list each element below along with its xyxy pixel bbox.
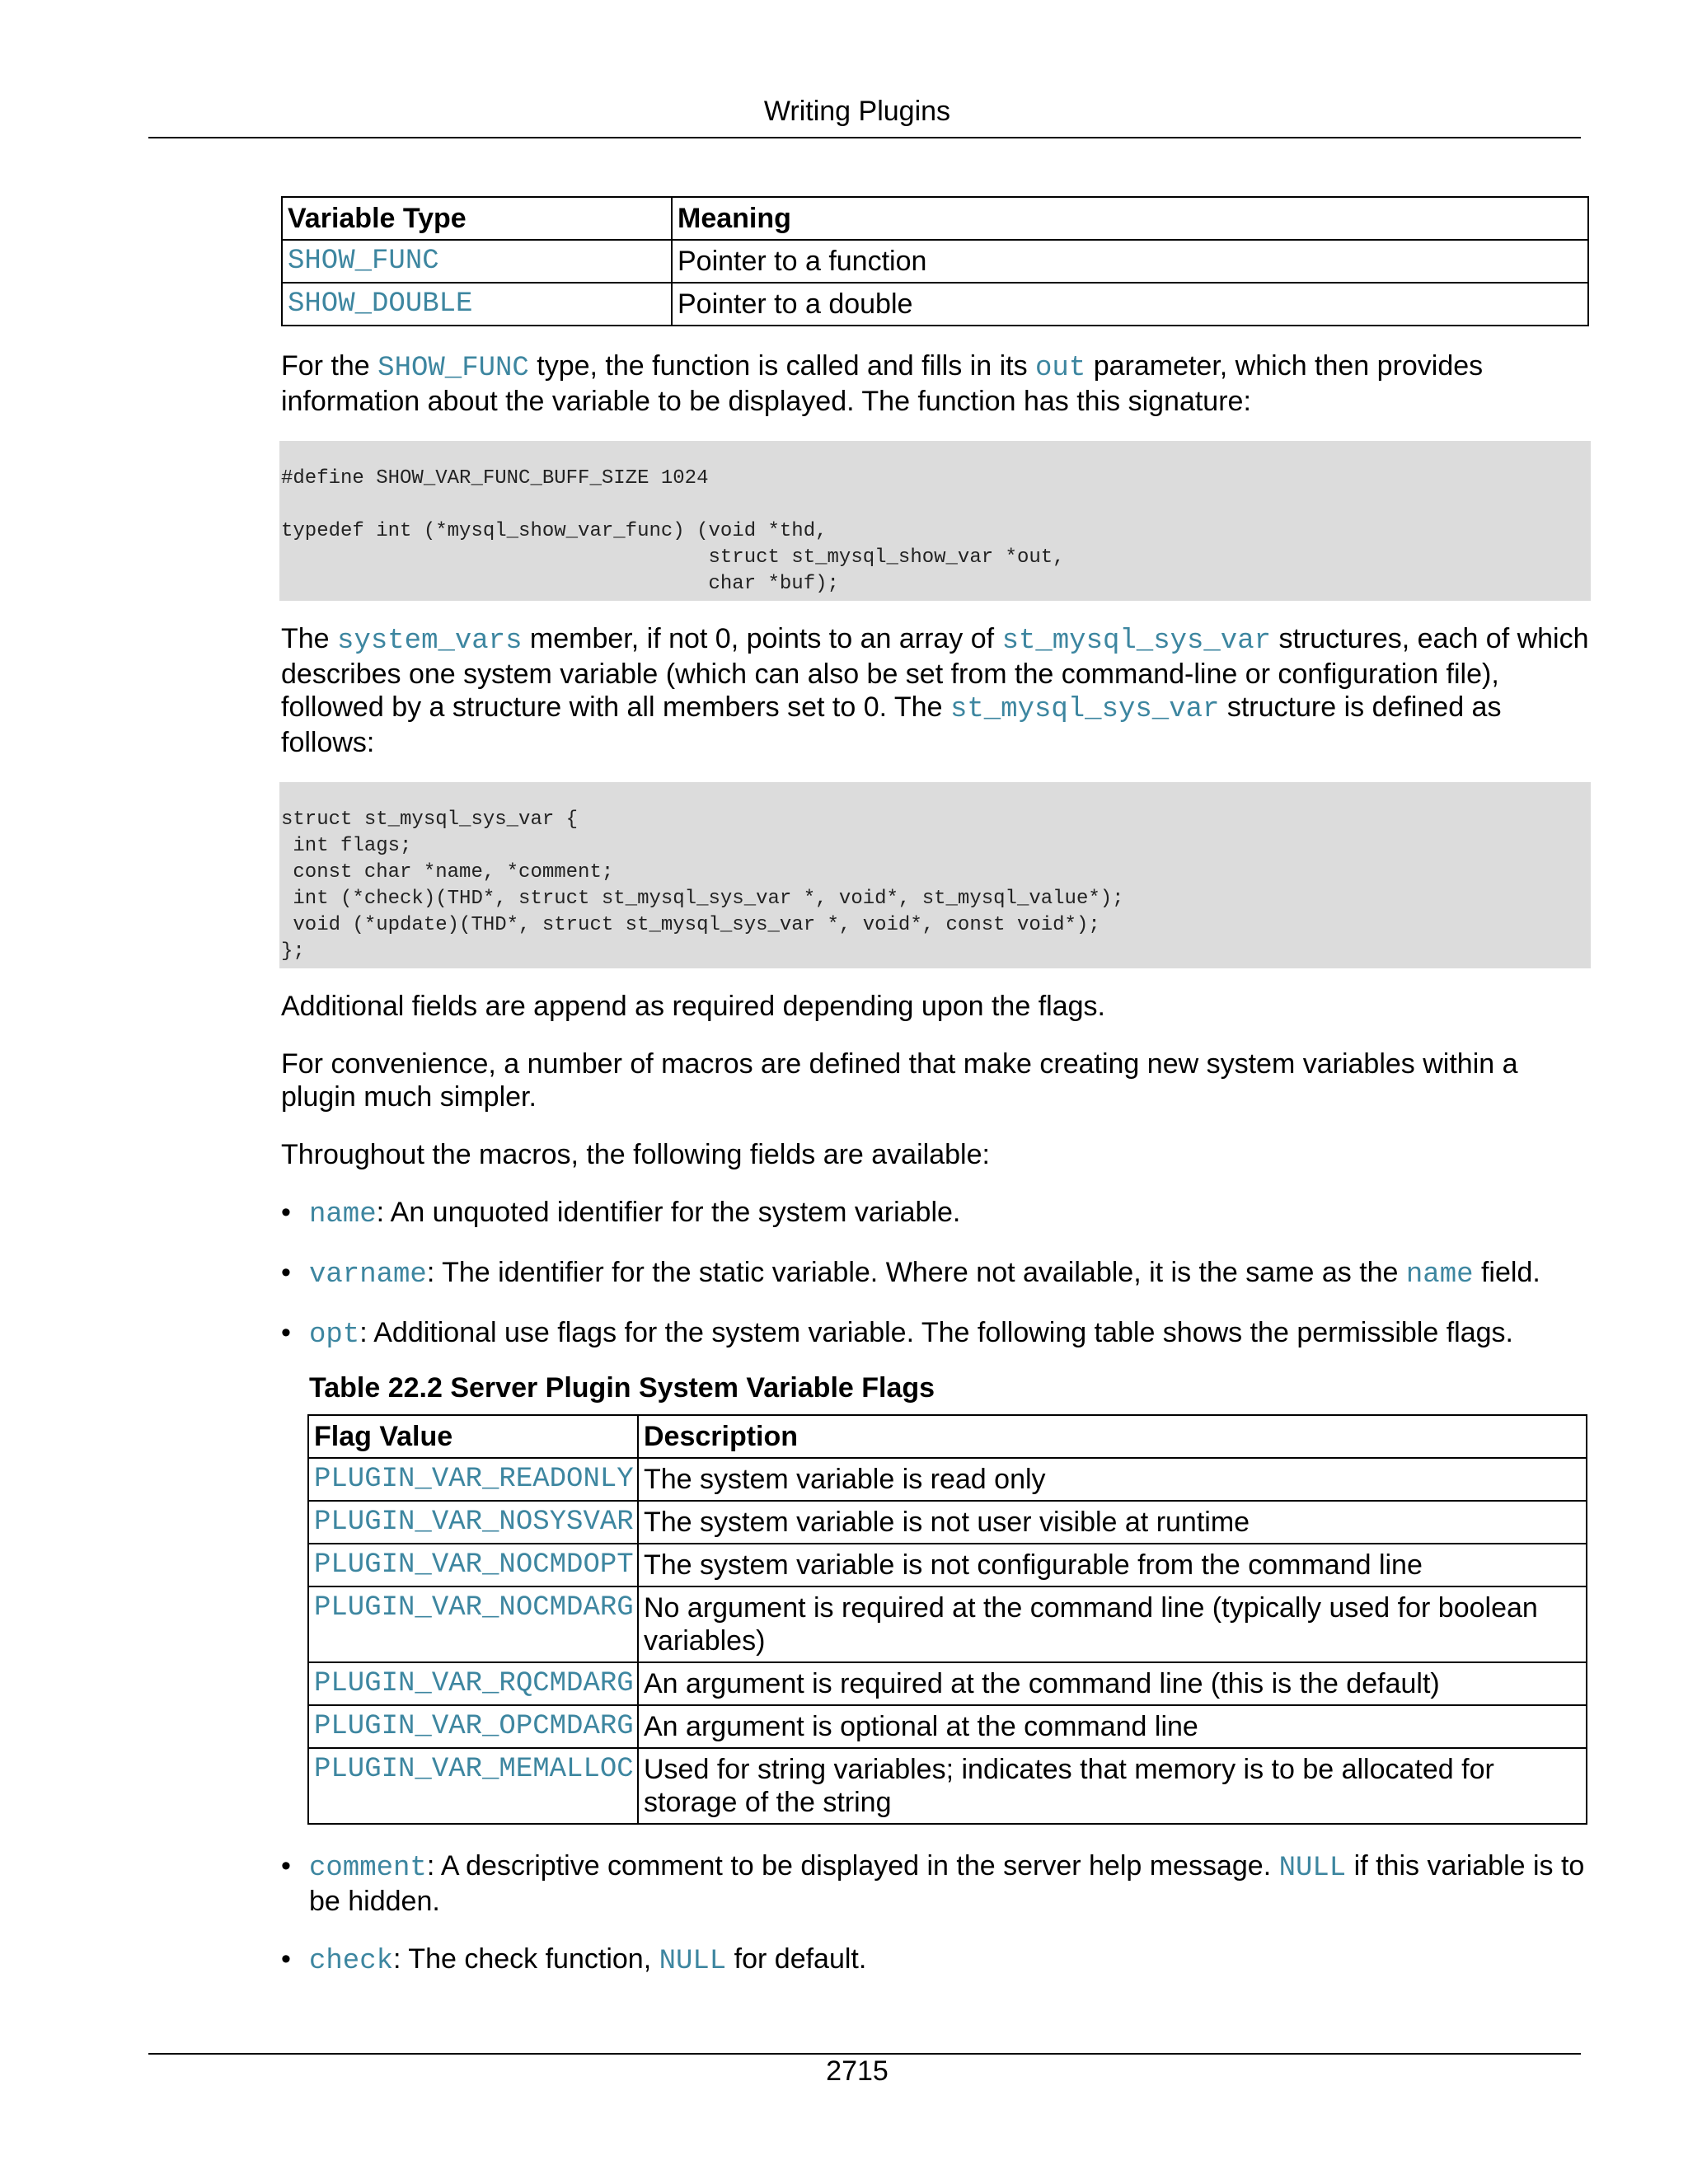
flag-value-cell[interactable]: PLUGIN_VAR_NOSYSVAR [308,1501,638,1544]
code-link-null[interactable]: NULL [659,1946,727,1977]
page-number: 2715 [826,2055,889,2087]
convenience-paragraph: For convenience, a number of macros are defined that make creating new system variables within a plugin much simpler. [281,1048,1518,1113]
table-row [308,1544,1587,1586]
text-run: structures, each of which describes one system variable (which can also be set from the command-line or configuration file), followed by a structure with all members set to 0. The [281,623,1589,723]
column-header: Flag Value [308,1415,638,1458]
flag-description-cell: An argument is optional at the command line [638,1705,1587,1748]
show-func-paragraph [281,349,1592,418]
code-link-comment[interactable]: comment [309,1853,427,1884]
table-row [282,240,1588,283]
code-block-sys-var-struct: struct st_mysql_sys_var { int flags; const char *name, *comment; int (*check)(THD*, struct st_mysql_sys_var *, void*, st_mysql_value*); void (*update)(THD*, struct st_mysql_sys_var *, void*, const void*); }; [279,782,1591,968]
fields-list-continued [281,1849,1592,1978]
table-header-row [308,1415,1587,1458]
code-link-name[interactable]: name [1405,1259,1474,1291]
code-link-name[interactable]: name [309,1199,377,1230]
column-header: Variable Type [282,197,672,240]
meaning-cell: Pointer to a function [672,240,1588,283]
flag-value-cell[interactable]: PLUGIN_VAR_READONLY [308,1458,638,1501]
page-content [281,196,1592,1978]
table-row [308,1458,1587,1501]
list-item [281,1316,1592,1352]
column-header: Description [638,1415,1587,1458]
flag-value-cell[interactable]: PLUGIN_VAR_MEMALLOC [308,1748,638,1824]
code-link-check[interactable]: check [309,1946,394,1977]
variable-type-table [281,196,1589,326]
text-run: member, if not 0, points to an array of [522,623,1002,654]
footer-rule [148,2053,1581,2055]
list-item [281,1943,1592,1978]
variable-type-cell[interactable]: SHOW_FUNC [282,240,672,283]
fields-intro-paragraph: Throughout the macros, the following fields are available: [281,1139,990,1170]
flag-description-cell: No argument is required at the command line (typically used for boolean variables) [638,1586,1587,1662]
text-run: : An unquoted identifier for the system variable. [376,1197,961,1228]
table-row [308,1705,1587,1748]
meaning-cell: Pointer to a double [672,283,1588,326]
code-block-show-var-func: #define SHOW_VAR_FUNC_BUFF_SIZE 1024 typedef int (*mysql_show_var_func) (void *thd, struct st_mysql_show_var *out, char *buf); [279,441,1591,601]
code-link-system-vars[interactable]: system_vars [337,626,523,657]
text-run: if this variable is to be hidden. [309,1850,1585,1917]
table-header-row [282,197,1588,240]
table-caption: Table 22.2 Server Plugin System Variable Flags [309,1372,935,1404]
table-row [308,1501,1587,1544]
text-run: : The check function, [393,1943,659,1975]
code-link-opt[interactable]: opt [309,1319,360,1351]
text-run: for default. [726,1943,867,1975]
table-row [308,1662,1587,1705]
flag-description-cell: The system variable is not user visible at runtime [638,1501,1587,1544]
code-link-varname[interactable]: varname [309,1259,427,1291]
text-run: field. [1473,1257,1540,1288]
plugin-flags-table [307,1414,1587,1825]
text-run: structure is defined as follows: [281,691,1502,758]
flag-value-cell[interactable]: PLUGIN_VAR_RQCMDARG [308,1662,638,1705]
code-link-show-func[interactable]: SHOW_FUNC [377,353,529,384]
code-link-null[interactable]: NULL [1278,1853,1347,1884]
flag-description-cell: The system variable is read only [638,1458,1587,1501]
text-run: For the [281,350,378,382]
flag-description-cell: An argument is required at the command line (this is the default) [638,1662,1587,1705]
text-run: type, the function is called and fills in its [528,350,1036,382]
text-run: : A descriptive comment to be displayed in the server help message. [426,1850,1279,1882]
table-row [282,283,1588,326]
code-link-st-mysql-sys-var[interactable]: st_mysql_sys_var [1001,626,1272,657]
table-row [308,1586,1587,1662]
page-header-title: Writing Plugins [763,96,951,127]
flag-value-cell[interactable]: PLUGIN_VAR_NOCMDOPT [308,1544,638,1586]
flag-value-cell[interactable]: PLUGIN_VAR_OPCMDARG [308,1705,638,1748]
additional-fields-paragraph: Additional fields are append as required depending upon the flags. [281,991,1105,1022]
code-link-out[interactable]: out [1035,353,1086,384]
code-link-st-mysql-sys-var[interactable]: st_mysql_sys_var [950,694,1220,725]
flag-description-cell: The system variable is not configurable from the command line [638,1544,1587,1586]
list-item [281,1256,1592,1291]
text-run: : The identifier for the static variable. Where not available, it is the same as the [426,1257,1406,1288]
flag-value-cell[interactable]: PLUGIN_VAR_NOCMDARG [308,1586,638,1662]
system-vars-paragraph [281,622,1592,759]
column-header: Meaning [672,197,1588,240]
table-row [308,1748,1587,1824]
header-rule [148,137,1581,138]
text-run: : Additional use flags for the system variable. The following table shows the permissible flags. [359,1317,1513,1348]
text-run: The [281,623,338,654]
flag-description-cell: Used for string variables; indicates that memory is to be allocated for storage of the string [638,1748,1587,1824]
list-item [281,1849,1592,1918]
variable-type-cell[interactable]: SHOW_DOUBLE [282,283,672,326]
text-run: parameter, which then provides information about the variable to be displayed. The function has this signature: [281,350,1484,417]
list-item [281,1196,1592,1231]
fields-list [281,1196,1592,1352]
